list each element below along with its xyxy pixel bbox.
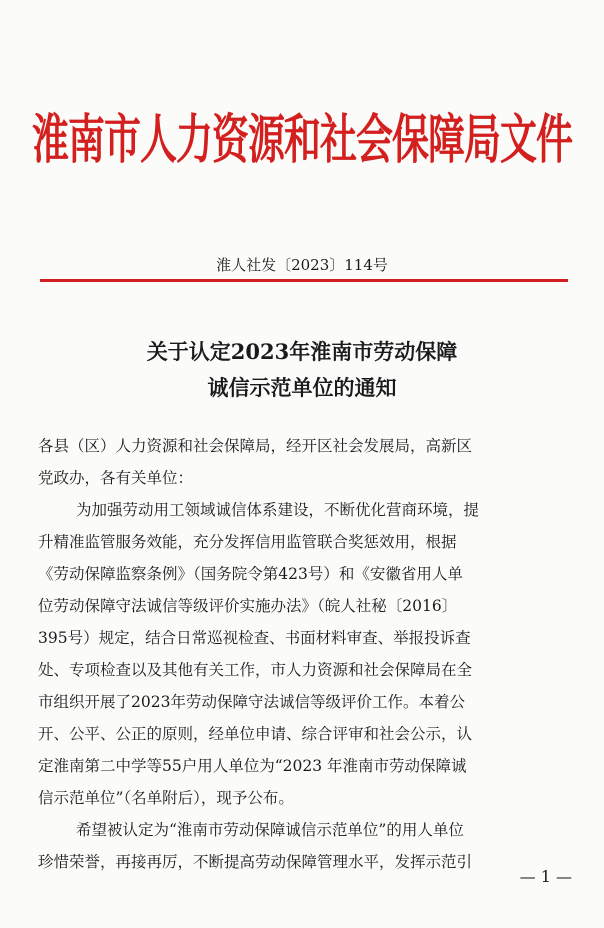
body-line-11: 定淮南第二中学等55户用人单位为“2023 年淮南市劳动保障诚: [38, 757, 467, 775]
page-number: — 1 —: [519, 867, 572, 886]
body-line-2: 党政办，各有关单位：: [38, 469, 194, 487]
body-line-7: 395号）规定，结合日常巡视检查、书面材料审查、举报投诉查: [38, 629, 471, 647]
body-line-10: 开、公平、公正的原则，经单位申请、综合评审和社会公示，认: [38, 725, 473, 743]
red-separator-rule: [40, 279, 568, 282]
body-line-4: 升精准监管服务效能，充分发挥信用监管联合奖惩效用，根据: [38, 533, 457, 551]
body-line-8: 处、专项检查以及其他有关工作，市人力资源和社会保障局在全: [38, 661, 473, 679]
notice-title-line-1: 关于认定2023年淮南市劳动保障: [146, 339, 458, 364]
document-number: 淮人社发〔2023〕114号: [216, 256, 388, 274]
body-line-9: 市组织开展了2023年劳动保障守法诚信等级评价工作。本着公: [38, 693, 465, 711]
body-line-1: 各县（区）人力资源和社会保障局，经开区社会发展局，高新区: [38, 437, 473, 455]
body-line-14: 珍惜荣誉，再接再厉，不断提高劳动保障管理水平，发挥示范引: [38, 853, 473, 871]
body-line-5: 《劳动保障监察条例》（国务院令第423号）和《安徽省用人单: [38, 565, 463, 583]
body-line-12: 信示范单位”（名单附后），现予公布。: [38, 789, 294, 807]
notice-title-line-2: 诚信示范单位的通知: [207, 375, 397, 400]
body-line-13: 希望被认定为“淮南市劳动保障诚信示范单位”的用人单位: [76, 821, 464, 839]
body-line-3: 为加强劳动用工领域诚信体系建设，不断优化营商环境，提: [76, 501, 480, 519]
body-line-6: 位劳动保障守法诚信等级评价实施办法》（皖人社秘〔2016〕: [38, 597, 458, 615]
agency-header-title: 淮南市人力资源和社会保障局文件: [31, 110, 572, 171]
